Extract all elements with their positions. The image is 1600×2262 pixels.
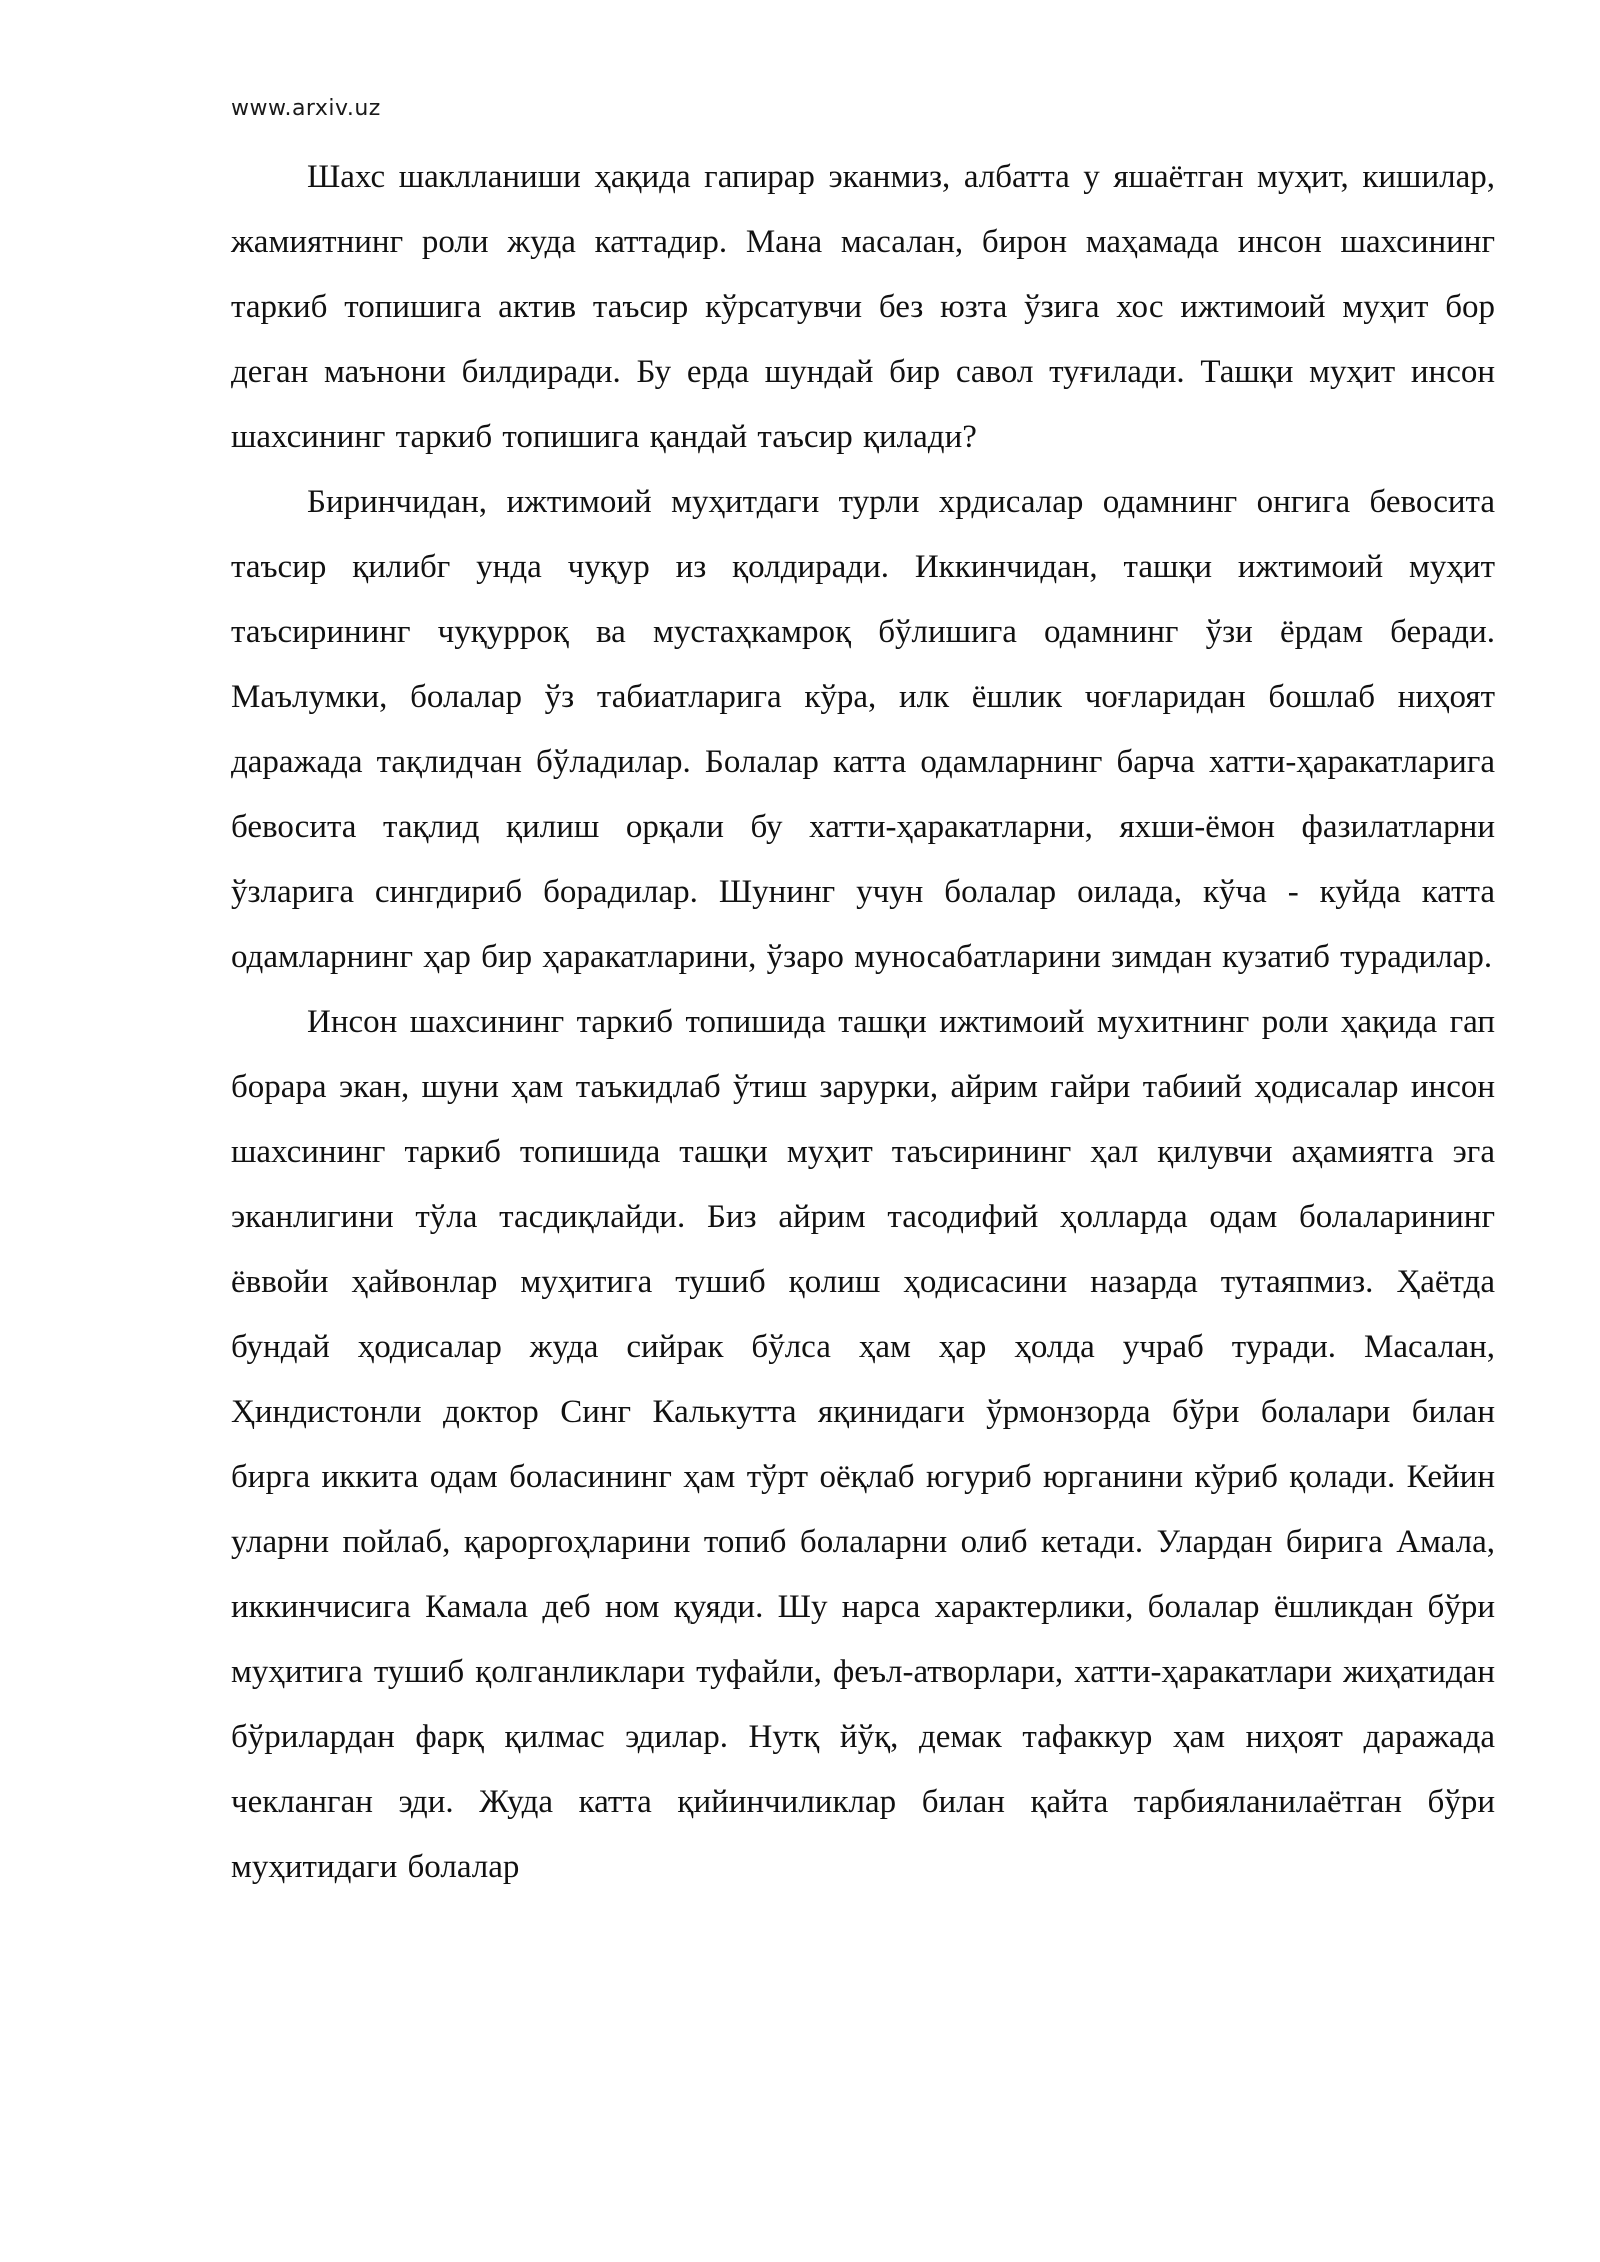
document-body (231, 145, 1495, 1900)
paragraph-1: Шахс шаклланиши ҳақида гапирар эканмиз, албатта у яшаётган муҳит, кишилар, жамиятнинг роли жуда каттадир. Мана масалан, бирон маҳамада инсон шахсининг таркиб топишига актив таъсир кўрсатувчи без юзта ўзига хос ижтимоий муҳит бор деган маънони билдиради. Бу ерда шундай бир савол туғилади. Ташқи муҳит инсон шахсининг таркиб топишига қандай таъсир қилади? (231, 159, 1495, 455)
paragraph-3: Инсон шахсининг таркиб топишида ташқи ижтимоий мухитнинг роли ҳақида гап борара экан, шуни ҳам таъкидлаб ўтиш зарурки, айрим гайри табиий ҳодисалар инсон шахсининг таркиб топишида ташқи муҳит таъсирининг ҳал қилувчи аҳамиятга эга эканлигини тўла тасдиқлайди. Биз айрим тасодифий ҳолларда одам болаларининг ёввойи ҳайвонлар муҳитига тушиб қолиш ҳодисасини назарда тутаяпмиз. Ҳаётда бундай ҳодисалар жуда сийрак бўлса ҳам ҳар ҳолда учраб туради. Масалан, Ҳиндистонли доктор Синг Калькутта яқинидаги ўрмонзорда бўри болалари билан бирга иккита одам боласининг ҳам тўрт оёқлаб югуриб юрганини кўриб қолади. Кейин уларни пойлаб, қароргоҳларини топиб болаларни олиб кетади. Улардан бирига Амала, иккинчисига Камала деб ном қуяди. Шу нарса характерлики, болалар ёшликдан бўри муҳитига тушиб қолганликлари туфайли, феъл-атворлари, хатти-ҳаракатлари жиҳатидан бўрилардан фарқ қилмас эдилар. Нутқ йўқ, демак тафаккур ҳам ниҳоят даражада чекланган эди. Жуда катта қийинчиликлар билан қайта тарбияланилаётган бўри муҳитидаги болалар (231, 1004, 1495, 1885)
paragraph-2: Биринчидан, ижтимоий муҳитдаги турли хрдисалар одамнинг онгига бевосита таъсир қилибг унда чуқур из қолдиради. Иккинчидан, ташқи ижтимоий муҳит таъсирининг чуқурроқ ва мустаҳкамроқ бўлишига одамнинг ўзи ёрдам беради. Маълумки, болалар ўз табиатларига кўра, илк ёшлик чоғларидан бошлаб ниҳоят даражада тақлидчан бўладилар. Болалар катта одамларнинг барча хатти-ҳаракатларига бевосита тақлид қилиш орқали бу хатти-ҳаракатларни, яхши-ёмон фазилатларни ўзларига сингдириб борадилар. Шунинг учун болалар оилада, кўча - куйда катта одамларнинг ҳар бир ҳаракатларини, ўзаро муносабатларини зимдан кузатиб турадилар. (231, 484, 1495, 975)
site-header: www.arxiv.uz (231, 96, 381, 121)
